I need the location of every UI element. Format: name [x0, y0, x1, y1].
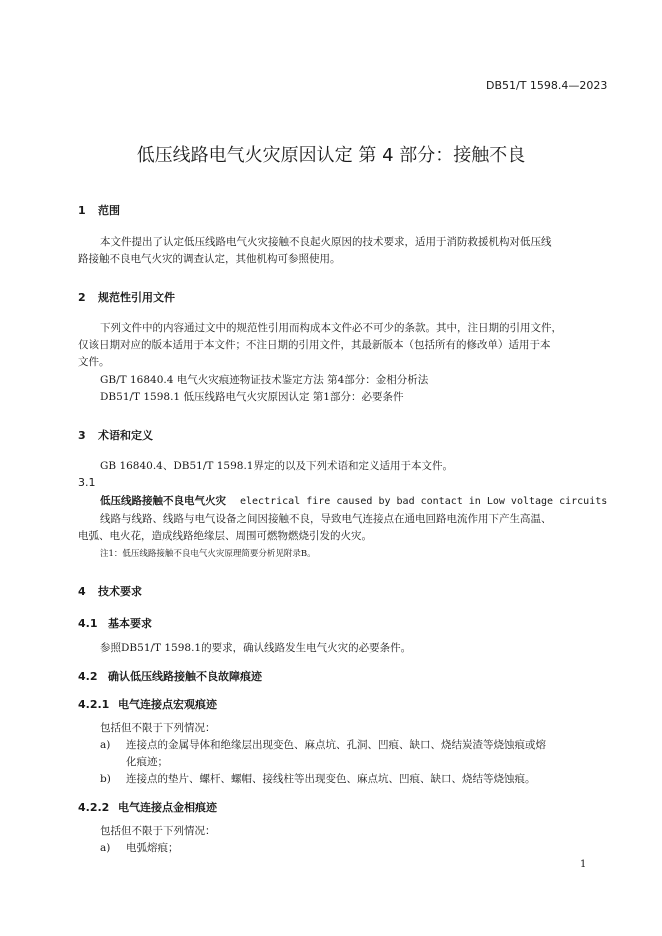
subsection-title: 电气连接点宏观痕迹 — [118, 698, 217, 711]
subsection-number: 4.1 — [78, 617, 98, 630]
subsection-4-2-1-heading — [78, 696, 217, 712]
paragraph-line: 本文件提出了认定低压线路电气火灾接触不良起火原因的技术要求，适用于消防救援机构对低压线 — [100, 236, 552, 248]
term-english: electrical fire caused by bad contact in Low voltage circuits — [240, 496, 608, 507]
list-label: b) — [100, 773, 111, 785]
subsection-4-1-heading — [78, 615, 152, 631]
reference-item: DB51/T 1598.1 低压线路电气火灾原因认定 第1部分：必要条件 — [100, 391, 404, 403]
subsection-title: 基本要求 — [108, 617, 152, 630]
section-number: 4 — [78, 585, 86, 598]
subsection-number: 4.2.2 — [78, 801, 110, 814]
subsection-title: 电气连接点金相痕迹 — [118, 801, 217, 814]
section-number: 3 — [78, 429, 86, 442]
section-title: 范围 — [98, 204, 120, 217]
definition-line: 线路与线路、线路与电气设备之间因接触不良，导致电气连接点在通电回路电流作用下产生高温、 — [100, 513, 552, 525]
section-title: 术语和定义 — [98, 429, 153, 442]
section-1-heading — [78, 202, 120, 218]
page-number: 1 — [580, 859, 587, 870]
list-item — [100, 840, 179, 857]
definition-line: 电弧、电火花，造成线路绝缘层、周围可燃物燃烧引发的火灾。 — [78, 530, 372, 542]
paragraph-line: GB 16840.4、DB51/T 1598.1界定的以及下列术语和定义适用于本文件。 — [100, 460, 453, 472]
list-label: a) — [100, 842, 111, 854]
document-code: DB51/T 1598.4—2023 — [486, 79, 608, 92]
list-item — [100, 737, 546, 754]
paragraph-line: 包括但不限于下列情况： — [100, 722, 216, 734]
paragraph-line: 下列文件中的内容通过文中的规范性引用而构成本文件必不可少的条款。其中，注日期的引用文件， — [100, 322, 562, 334]
section-title: 规范性引用文件 — [98, 291, 175, 304]
reference-item: GB/T 16840.4 电气火灾痕迹物证技术鉴定方法 第4部分：金相分析法 — [100, 374, 429, 386]
subsection-4-2-heading — [78, 668, 262, 684]
subsection-number: 4.2.1 — [78, 698, 110, 711]
list-label: a) — [100, 739, 111, 751]
list-item-continuation: 化痕迹； — [126, 756, 168, 768]
note: 注1：低压线路接触不良电气火灾原理简要分析见附录B。 — [100, 549, 316, 559]
section-number: 1 — [78, 204, 86, 217]
list-text: 电弧熔痕； — [126, 842, 179, 854]
paragraph-line: 路接触不良电气火灾的调查认定，其他机构可参照使用。 — [78, 253, 341, 265]
subsection-title: 确认低压线路接触不良故障痕迹 — [108, 670, 262, 683]
term-number: 3.1 — [78, 476, 96, 489]
list-text: 连接点的垫片、螺杆、螺帽、接线柱等出现变色、麻点坑、凹痕、缺口、烧结等烧蚀痕。 — [126, 773, 536, 785]
section-3-heading — [78, 427, 153, 443]
subsection-4-2-2-heading — [78, 799, 217, 815]
section-2-heading — [78, 289, 175, 305]
term-chinese: 低压线路接触不良电气火灾 — [100, 495, 226, 507]
paragraph-line: 文件。 — [78, 356, 110, 368]
paragraph-line: 参照DB51/T 1598.1的要求，确认线路发生电气火灾的必要条件。 — [100, 642, 412, 654]
section-4-heading — [78, 583, 142, 599]
section-title: 技术要求 — [98, 585, 142, 598]
term-heading — [100, 493, 607, 508]
paragraph-line: 包括但不限于下列情况： — [100, 825, 216, 837]
page-title: 低压线路电气火灾原因认定 第 4 部分：接触不良 — [136, 145, 526, 166]
list-item — [100, 771, 536, 788]
subsection-number: 4.2 — [78, 670, 98, 683]
section-number: 2 — [78, 291, 86, 304]
list-text: 连接点的金属导体和绝缘层出现变色、麻点坑、孔洞、凹痕、缺口、烧结炭渣等烧蚀痕或熔 — [126, 739, 546, 751]
paragraph-line: 仅该日期对应的版本适用于本文件；不注日期的引用文件，其最新版本（包括所有的修改单）适用于本 — [78, 339, 551, 351]
